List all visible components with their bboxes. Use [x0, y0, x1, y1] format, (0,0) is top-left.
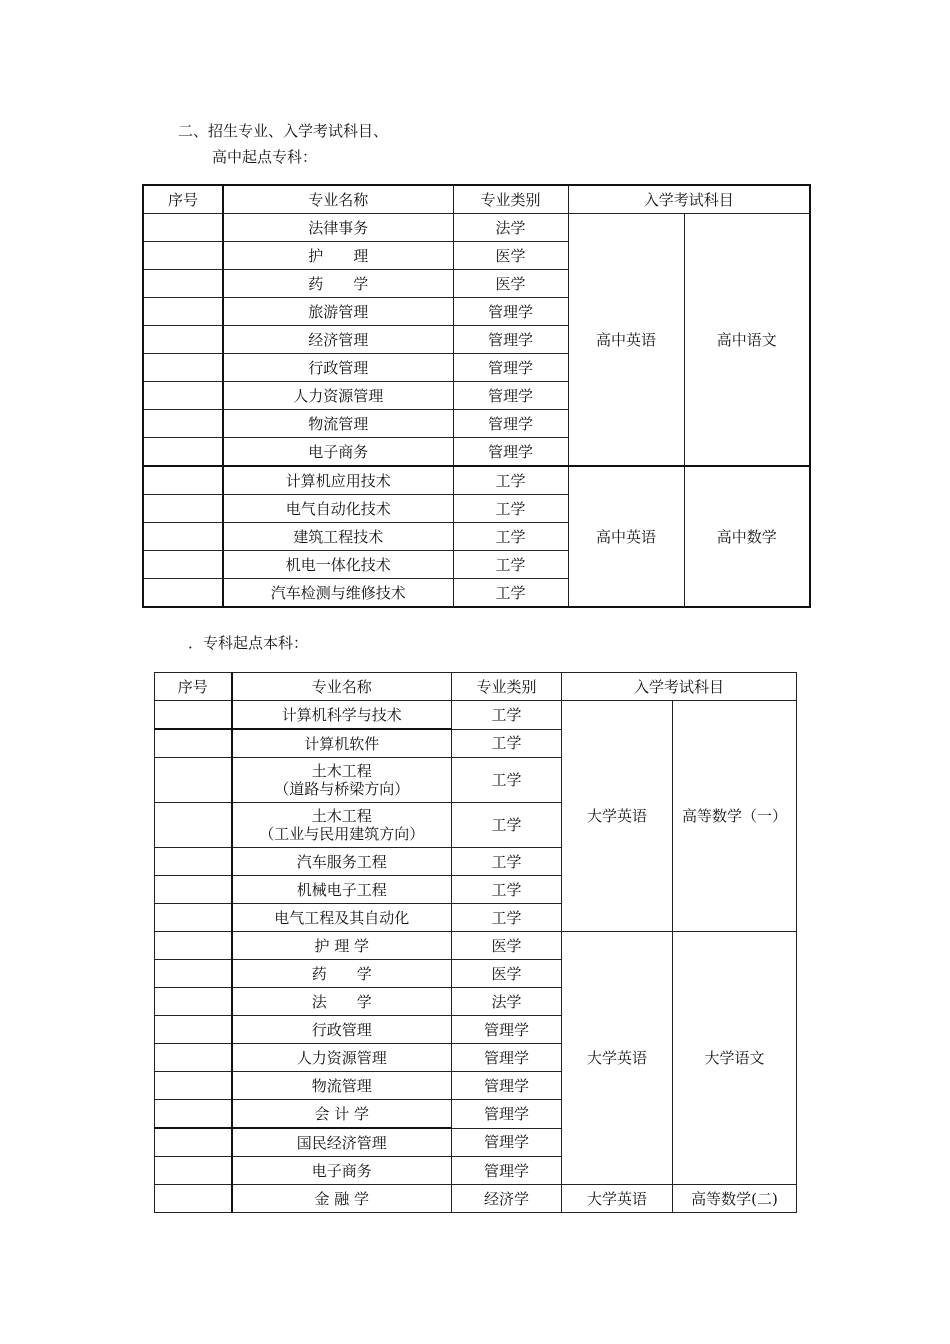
major-cell: 电子商务 [232, 1157, 452, 1185]
header-category: 专业类别 [453, 185, 568, 214]
major-cell [232, 803, 452, 848]
major-subline: （道路与桥梁方向） [274, 780, 410, 798]
category-cell: 管理学 [452, 1044, 562, 1072]
section-heading: 二、招生专业、入学考试科目、 [178, 122, 389, 140]
seq-cell [155, 988, 232, 1016]
seq-cell [143, 466, 223, 495]
category-cell: 工学 [453, 579, 568, 608]
category-cell: 工学 [452, 904, 562, 932]
major-cell: 国民经济管理 [232, 1128, 452, 1157]
category-cell: 管理学 [452, 1100, 562, 1129]
major-cell: 药 学 [232, 960, 452, 988]
category-cell: 工学 [452, 848, 562, 876]
seq-cell [155, 960, 232, 988]
header-exam: 入学考试科目 [562, 673, 797, 701]
category-cell: 工学 [452, 729, 562, 758]
major-cell: 行政管理 [223, 354, 453, 382]
exam1-cell: 大学英语 [562, 932, 673, 1185]
category-cell: 医学 [452, 932, 562, 960]
exam1-cell: 高中英语 [568, 214, 684, 467]
major-cell: 药 学 [223, 270, 453, 298]
category-cell: 医学 [453, 270, 568, 298]
major-cell: 计算机应用技术 [223, 466, 453, 495]
seq-cell [155, 729, 232, 758]
seq-cell [155, 803, 232, 848]
seq-cell [155, 904, 232, 932]
header-major: 专业名称 [223, 185, 453, 214]
category-cell: 工学 [452, 876, 562, 904]
seq-cell [155, 758, 232, 803]
major-cell: 电气工程及其自动化 [232, 904, 452, 932]
major-cell: 金 融 学 [232, 1185, 452, 1213]
major-cell: 法 学 [232, 988, 452, 1016]
category-cell: 管理学 [452, 1016, 562, 1044]
table-header-row [143, 185, 810, 214]
seq-cell [155, 932, 232, 960]
category-cell: 管理学 [453, 382, 568, 410]
major-cell: 汽车检测与维修技术 [223, 579, 453, 608]
category-cell: 工学 [453, 466, 568, 495]
section2-title: ．专科起点本科： [188, 634, 309, 652]
table-row [143, 214, 810, 242]
major-cell: 行政管理 [232, 1016, 452, 1044]
seq-cell [155, 1157, 232, 1185]
category-cell: 管理学 [453, 410, 568, 438]
major-cell: 计算机软件 [232, 729, 452, 758]
seq-cell [143, 495, 223, 523]
seq-cell [143, 270, 223, 298]
section1-title: 高中起点专科： [212, 148, 318, 166]
major-cell: 电气自动化技术 [223, 495, 453, 523]
seq-cell [143, 354, 223, 382]
major-cell: 建筑工程技术 [223, 523, 453, 551]
category-cell: 法学 [452, 988, 562, 1016]
header-seq: 序号 [155, 673, 232, 701]
seq-cell [155, 876, 232, 904]
category-cell: 工学 [452, 701, 562, 730]
seq-cell [143, 242, 223, 270]
major-cell: 人力资源管理 [232, 1044, 452, 1072]
major-line: 土木工程 [311, 762, 372, 780]
seq-cell [155, 848, 232, 876]
table-row [143, 466, 810, 495]
seq-cell [155, 1072, 232, 1100]
seq-cell [155, 1128, 232, 1157]
major-cell: 会 计 学 [232, 1100, 452, 1129]
exam2-cell: 高中语文 [684, 214, 810, 467]
category-cell: 管理学 [453, 326, 568, 354]
header-major: 专业名称 [232, 673, 452, 701]
major-cell: 护 理 学 [232, 932, 452, 960]
major-cell: 物流管理 [232, 1072, 452, 1100]
category-cell: 管理学 [452, 1072, 562, 1100]
major-cell [232, 758, 452, 803]
seq-cell [155, 701, 232, 730]
seq-cell [143, 214, 223, 242]
seq-cell [155, 1185, 232, 1213]
seq-cell [155, 1100, 232, 1129]
table-college-to-bachelor [154, 672, 797, 1213]
table-header-row [155, 673, 797, 701]
table-row [155, 1185, 797, 1213]
table-row [155, 701, 797, 730]
exam2-cell: 高等数学(二) [673, 1185, 797, 1213]
seq-cell [143, 326, 223, 354]
major-cell: 法律事务 [223, 214, 453, 242]
major-cell: 电子商务 [223, 438, 453, 467]
seq-cell [155, 1044, 232, 1072]
category-cell: 医学 [453, 242, 568, 270]
category-cell: 管理学 [452, 1128, 562, 1157]
major-cell: 机电一体化技术 [223, 551, 453, 579]
header-category: 专业类别 [452, 673, 562, 701]
major-cell: 机械电子工程 [232, 876, 452, 904]
seq-cell [143, 298, 223, 326]
category-cell: 管理学 [453, 354, 568, 382]
category-cell: 工学 [453, 495, 568, 523]
seq-cell [143, 551, 223, 579]
major-cell: 人力资源管理 [223, 382, 453, 410]
category-cell: 工学 [452, 758, 562, 803]
major-subline: （工业与民用建筑方向） [259, 825, 425, 843]
table-high-school-to-college [142, 184, 811, 608]
major-line: 土木工程 [311, 807, 372, 825]
category-cell: 工学 [453, 551, 568, 579]
exam2-cell: 高等数学（一） [673, 701, 797, 932]
exam2-cell: 高中数学 [684, 466, 810, 607]
category-cell: 工学 [453, 523, 568, 551]
major-cell: 计算机科学与技术 [232, 701, 452, 730]
table-row [155, 932, 797, 960]
category-cell: 管理学 [453, 438, 568, 467]
category-cell: 管理学 [453, 298, 568, 326]
major-cell: 物流管理 [223, 410, 453, 438]
seq-cell [143, 438, 223, 467]
exam1-cell: 大学英语 [562, 701, 673, 932]
header-exam: 入学考试科目 [568, 185, 810, 214]
major-cell: 汽车服务工程 [232, 848, 452, 876]
seq-cell [143, 523, 223, 551]
category-cell: 医学 [452, 960, 562, 988]
exam1-cell: 大学英语 [562, 1185, 673, 1213]
major-cell: 旅游管理 [223, 298, 453, 326]
seq-cell [155, 1016, 232, 1044]
exam2-cell: 大学语文 [673, 932, 797, 1185]
major-cell: 经济管理 [223, 326, 453, 354]
category-cell: 工学 [452, 803, 562, 848]
header-seq: 序号 [143, 185, 223, 214]
exam1-cell: 高中英语 [568, 466, 684, 607]
seq-cell [143, 410, 223, 438]
category-cell: 法学 [453, 214, 568, 242]
seq-cell [143, 579, 223, 608]
major-cell: 护 理 [223, 242, 453, 270]
category-cell: 经济学 [452, 1185, 562, 1213]
seq-cell [143, 382, 223, 410]
category-cell: 管理学 [452, 1157, 562, 1185]
